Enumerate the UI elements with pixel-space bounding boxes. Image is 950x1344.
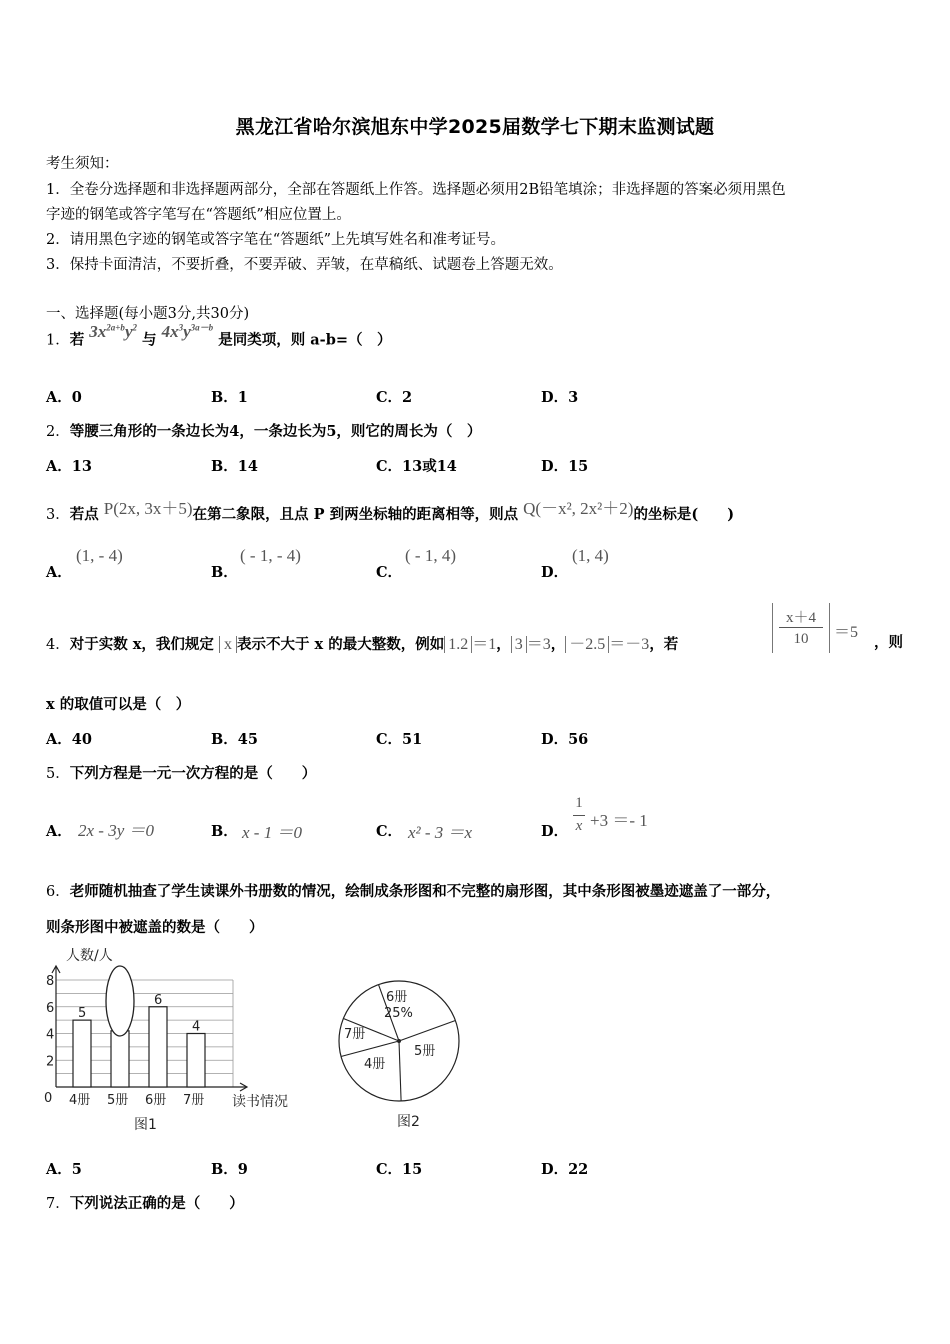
bar-value-label-4册: 5 [78, 1006, 87, 1022]
q4-option-b: B．45 [211, 731, 258, 748]
q5-option-a-value: 2x - 3y ＝0 [78, 821, 155, 840]
q3-option-d-label: D． [541, 564, 569, 581]
y-axis-label: 人数/人 [66, 948, 113, 964]
y-tick-label-4: 4 [46, 1027, 55, 1043]
q4-example-3: －2.5 [565, 636, 609, 653]
section-heading: 一、选择题(每小题3分,共30分) [46, 306, 250, 322]
q4-frac-line [779, 627, 823, 628]
q5-d-numerator: 1 [575, 795, 583, 811]
q4-floor-fraction [772, 603, 830, 653]
page-title: 黑龙江省哈尔滨旭东中学2025届数学七下期末监测试题 [235, 116, 715, 138]
question-5-number: 5． [46, 766, 70, 782]
q5-option-b-label: B． [211, 823, 238, 840]
q5-option-c-label: C． [376, 823, 403, 840]
q6-option-d: D．22 [541, 1161, 589, 1178]
q1-option-d: D．3 [541, 389, 579, 406]
q4-comma-1: ， [496, 636, 511, 653]
q6-option-c: C．15 [376, 1161, 423, 1178]
q2-option-b: B．14 [211, 458, 258, 475]
question-7 [46, 1192, 244, 1213]
notice-line-3: 3．保持卡面清洁，不要折叠，不要弄破、弄皱，在草稿纸、试题卷上答题无效。 [46, 257, 563, 273]
question-1-post: 是同类项，则 a-b=（ ） [218, 331, 392, 349]
question-3-pre: 若点 [69, 506, 99, 523]
q4-option-c: C．51 [376, 731, 423, 748]
pie-label-6-books: 6册 [386, 990, 408, 1005]
question-5 [46, 762, 316, 783]
q6-option-b: B．9 [211, 1161, 248, 1178]
q4-if: ，若 [649, 636, 679, 653]
q3-option-d-value: (1, 4) [572, 546, 609, 565]
bar-5册-covered [111, 1031, 129, 1087]
q3-option-c-label: C． [376, 564, 403, 581]
q3-option-a-label: A． [46, 564, 72, 581]
q4-frac-numerator: x＋4 [785, 610, 816, 626]
q1-expr1: $3x^{2a+b}y^2$ [89, 321, 137, 341]
q5-d-denominator: x [575, 818, 583, 834]
question-4-pre: 对于实数 x，我们规定 [69, 636, 214, 653]
question-7-text: 下列说法正确的是（ ） [69, 1195, 244, 1212]
q4-option-d: D．56 [541, 731, 589, 748]
q5-option-d-fraction [572, 795, 588, 841]
question-3-mid: 在第二象限，且点 P 到两坐标轴的距离相等，则点 [192, 506, 519, 523]
q4-line-2: x 的取值可以是（ ） [46, 696, 191, 713]
q4-option-a: A．40 [46, 731, 92, 748]
x-tick-label-4册: 4册 [69, 1093, 91, 1108]
q3-option-b-value: ( - 1, - 4) [240, 546, 301, 565]
q1-option-b: B．1 [211, 389, 248, 406]
q4-floor-x: x [219, 636, 237, 653]
pie-chart-figure-2 [330, 970, 470, 1135]
q5-option-c-value: x² - 3 ＝x [408, 823, 473, 842]
notice-line-1b: 字迹的钢笔或答字笔写在“答题纸”相应位置上。 [46, 207, 351, 223]
pie-label-7-books: 7册 [344, 1027, 366, 1042]
pie-label-5-books: 5册 [414, 1044, 436, 1059]
question-1-pre: 若 [69, 331, 85, 349]
q4-example-2-eq: ＝3 [526, 636, 551, 653]
pie-label-4-books: 4册 [364, 1057, 386, 1072]
question-5-text: 下列方程是一元一次方程的是（ ） [69, 765, 317, 782]
question-3 [46, 499, 734, 524]
bar-value-label-6册: 6 [154, 992, 163, 1008]
q1-expr2: $4x^3y^{3a-b}$ [161, 321, 214, 341]
x-tick-label-5册: 5册 [107, 1093, 129, 1108]
q4-example-3-eq: ＝－3 [609, 636, 650, 653]
question-2-number: 2． [46, 424, 70, 440]
q3-p-expr: P(2x, 3x＋5) [103, 499, 193, 518]
x-tick-label-6册: 6册 [145, 1093, 167, 1108]
q1-option-a: A．0 [46, 389, 82, 406]
y-tick-label-8: 8 [46, 974, 55, 989]
question-3-number: 3． [46, 507, 70, 523]
question-1 [46, 321, 392, 350]
q6-option-a: A．5 [46, 1161, 82, 1178]
q4-frac-eq: ＝5 [834, 624, 859, 641]
q3-option-c-value: ( - 1, 4) [405, 546, 456, 565]
q4-example-2: 3 [511, 636, 527, 653]
q5-option-a-label: A． [46, 823, 72, 840]
bar-7册 [187, 1034, 205, 1088]
notice-line-2: 2．请用黑色字迹的钢笔或答字笔在“答题纸”上先填写姓名和准考证号。 [46, 232, 506, 248]
q3-option-a-value: (1, - 4) [76, 546, 123, 565]
notice-line-1a: 1．全卷分选择题和非选择题两部分，全部在答题纸上作答。选择题必须用2B铅笔填涂；非选择题的答案必须用黑色 [46, 182, 786, 198]
q3-q-expr: Q(－x², 2x²＋2) [523, 499, 634, 518]
question-4-mid: 表示不大于 x 的最大整数，例如 [237, 636, 445, 653]
ink-blot [106, 966, 134, 1036]
q4-end: ，则 [874, 634, 903, 651]
q5-option-b-value: x - 1 ＝0 [242, 823, 302, 842]
question-6-number: 6． [46, 884, 70, 900]
q2-option-c: C．13或14 [376, 458, 457, 475]
y-tick-label-2: 2 [46, 1054, 55, 1070]
notice-heading: 考生须知： [46, 156, 119, 172]
q4-frac-denominator: 10 [793, 631, 809, 647]
q5-d-frac-line [573, 815, 585, 816]
pie-center [397, 1039, 401, 1043]
bar-value-label-7册: 4 [192, 1019, 201, 1035]
x-axis-label: 读书情况 [232, 1094, 288, 1110]
y-tick-label-6: 6 [46, 1000, 55, 1016]
y-tick-label-0: 0 [44, 1091, 53, 1106]
q4-example-1-eq: ＝1 [472, 636, 497, 653]
question-7-number: 7． [46, 1196, 70, 1212]
question-2-text: 等腰三角形的一条边长为4，一条边长为5，则它的周长为（ ） [69, 423, 482, 440]
bar-chart-figure-1 [36, 940, 306, 1140]
q3-option-b-label: B． [211, 564, 238, 581]
q2-option-a: A．13 [46, 458, 92, 475]
q4-example-1: 1.2 [444, 636, 472, 653]
question-1-number: 1． [46, 332, 70, 349]
question-6-line-2: 则条形图中被遮盖的数是（ ） [46, 919, 264, 936]
question-3-post: 的坐标是( ) [633, 506, 735, 523]
figure-1-caption: 图1 [134, 1117, 157, 1133]
q5-option-d-value: +3 ＝- 1 [590, 811, 648, 830]
question-6-line-1: 老师随机抽查了学生读课外书册数的情况，绘制成条形图和不完整的扇形图，其中条形图被墨迹遮盖了一部分， [69, 883, 781, 900]
x-tick-label-7册: 7册 [183, 1093, 205, 1108]
pie-label-25-percent: 25% [384, 1006, 413, 1021]
question-6 [46, 880, 780, 901]
question-1-mid: 与 [142, 331, 157, 349]
q4-comma-2: ， [550, 636, 566, 653]
figure-2-caption: 图2 [397, 1114, 420, 1130]
q5-option-d-label: D． [541, 823, 569, 840]
bar-4册 [73, 1020, 91, 1087]
bar-6册 [149, 1007, 167, 1087]
q2-option-d: D．15 [541, 458, 589, 475]
q1-option-c: C．2 [376, 389, 413, 406]
question-2 [46, 420, 481, 441]
question-4-number: 4． [46, 637, 70, 653]
question-4 [46, 631, 678, 654]
